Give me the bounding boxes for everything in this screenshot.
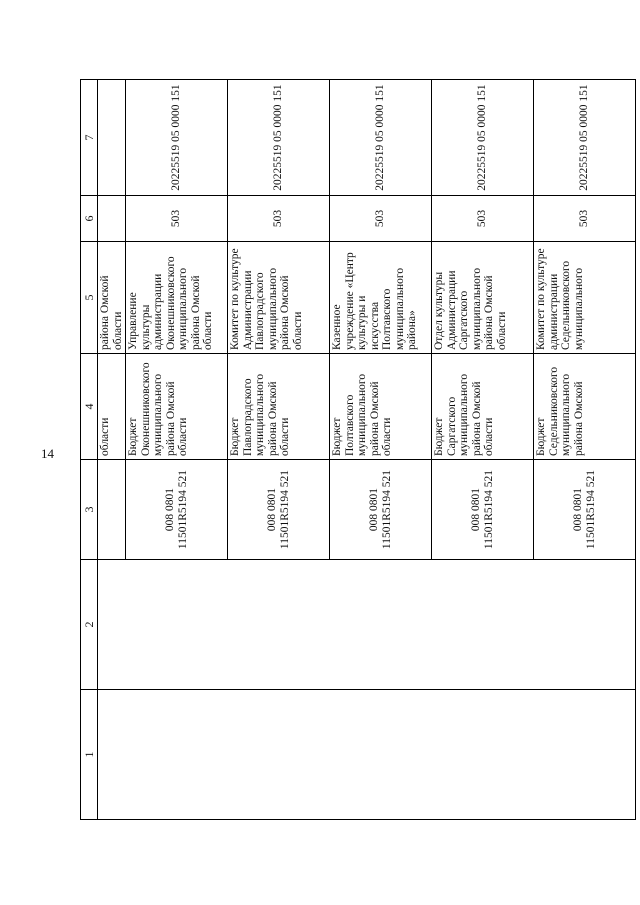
budget-name-cell: Бюджет Полтавского муниципального района Омской области [330,354,432,460]
cell-col2 [98,560,126,690]
administrator-cell: Комитет по культуре Администрации Павлоградского муниципального района Омской области [228,242,330,354]
cell-col1 [98,690,126,820]
code-cell: 503 [126,196,228,242]
header-cell-1: 1 [81,690,98,820]
budget-name-cell: Бюджет Павлоградского муниципального района Омской области [228,354,330,460]
budget-name-cell: Бюджет Оконешниковского муниципального района Омской области [126,354,228,460]
cell-col7 [98,80,126,196]
code-cell: 503 [432,196,534,242]
revenue-code-cell: 20225519 05 0000 151 [330,80,432,196]
header-cell-4: 4 [81,354,98,460]
revenue-code-cell: 20225519 05 0000 151 [228,80,330,196]
table-row [432,80,534,820]
table-row [228,80,330,820]
continuation-row [98,80,126,820]
administrator-cell: Отдел культуры Администрации Саргатского муниципального района Омской области [432,242,534,354]
budget-table [80,79,636,820]
cell-col1 [534,690,636,820]
cell-col2 [126,560,228,690]
cell-col1 [432,690,534,820]
budget-code-cell: 008 0801 11501R5194 521 [534,460,636,560]
administrator-cell: Комитет по культуре администрации Седельниковского муниципального [534,242,636,354]
revenue-code-cell: 20225519 05 0000 151 [432,80,534,196]
cell-col6 [98,196,126,242]
administrator-cell: Казенное учреждение «Центр культуры и искусства Полтавского муниципального района» [330,242,432,354]
table-row [126,80,228,820]
header-row [81,80,98,820]
header-cell-6: 6 [81,196,98,242]
cell-col2 [534,560,636,690]
cell-col2 [228,560,330,690]
cell-col1 [330,690,432,820]
budget-code-cell: 008 0801 11501R5194 521 [432,460,534,560]
administrator-cell: Управление культуры администрации Оконешниковского муниципального района Омской области [126,242,228,354]
code-cell: 503 [330,196,432,242]
budget-code-cell: 008 0801 11501R5194 521 [330,460,432,560]
header-cell-7: 7 [81,80,98,196]
budget-name-cell: Бюджет Саргатского муниципального района Омской области [432,354,534,460]
budget-code-cell: 008 0801 11501R5194 521 [228,460,330,560]
page-number: 14 [41,446,54,461]
cell-col2 [432,560,534,690]
revenue-code-cell: 20225519 05 0000 151 [534,80,636,196]
header-cell-2: 2 [81,560,98,690]
cell-col1 [126,690,228,820]
header-cell-5: 5 [81,242,98,354]
code-cell: 503 [228,196,330,242]
cell-col2 [330,560,432,690]
rotated-table-container [80,80,597,820]
cell-col4: области [98,354,126,460]
cell-col1 [228,690,330,820]
code-cell: 503 [534,196,636,242]
table-row [330,80,432,820]
revenue-code-cell: 20225519 05 0000 151 [126,80,228,196]
cell-col3 [98,460,126,560]
header-cell-3: 3 [81,460,98,560]
budget-name-cell: Бюджет Седельниковского муниципального района Омской [534,354,636,460]
table-row [534,80,636,820]
budget-code-cell: 008 0801 11501R5194 521 [126,460,228,560]
cell-col5: района Омской области [98,242,126,354]
